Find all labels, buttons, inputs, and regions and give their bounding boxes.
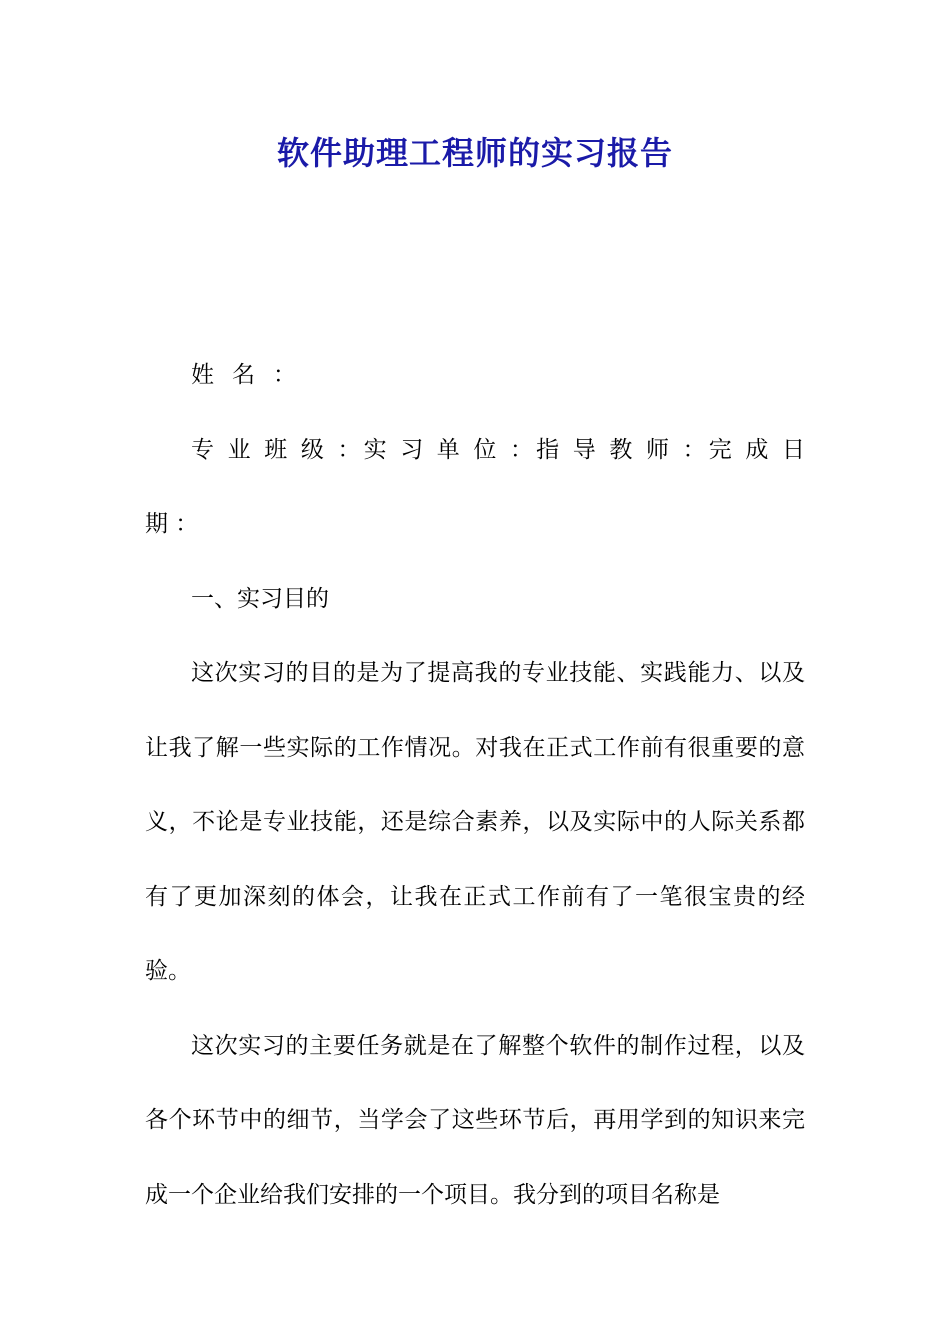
paragraph-purpose: 这次实习的目的是为了提高我的专业技能、实践能力、以及让我了解一些实际的工作情况。对我在正式工作前有很重要的意义，不论是专业技能，还是综合素养，以及实际中的人际关系都有了更加深刻的体会，让我在正式工作前有了一笔很宝贵的经验。: [145, 660, 805, 984]
document-body: [145, 338, 805, 1232]
info-fields-line: 专 业 班 级 ：实 习 单 位 ：指 导 教 师 ：完 成 日: [191, 436, 805, 463]
document-title: 软件助理工程师的实习报告: [276, 134, 673, 172]
info-fields-line-continued: 期 ：: [145, 511, 199, 537]
paragraph-tasks: 这次实习的主要任务就是在了解整个软件的制作过程，以及各个环节中的细节，当学会了这些环节后，再用学到的知识来完成一个企业给我们安排的一个项目。我分到的项目名称是: [145, 1032, 805, 1208]
name-field-label: 姓名：: [191, 362, 314, 388]
section-heading-purpose: 一、实习目的: [191, 585, 329, 612]
